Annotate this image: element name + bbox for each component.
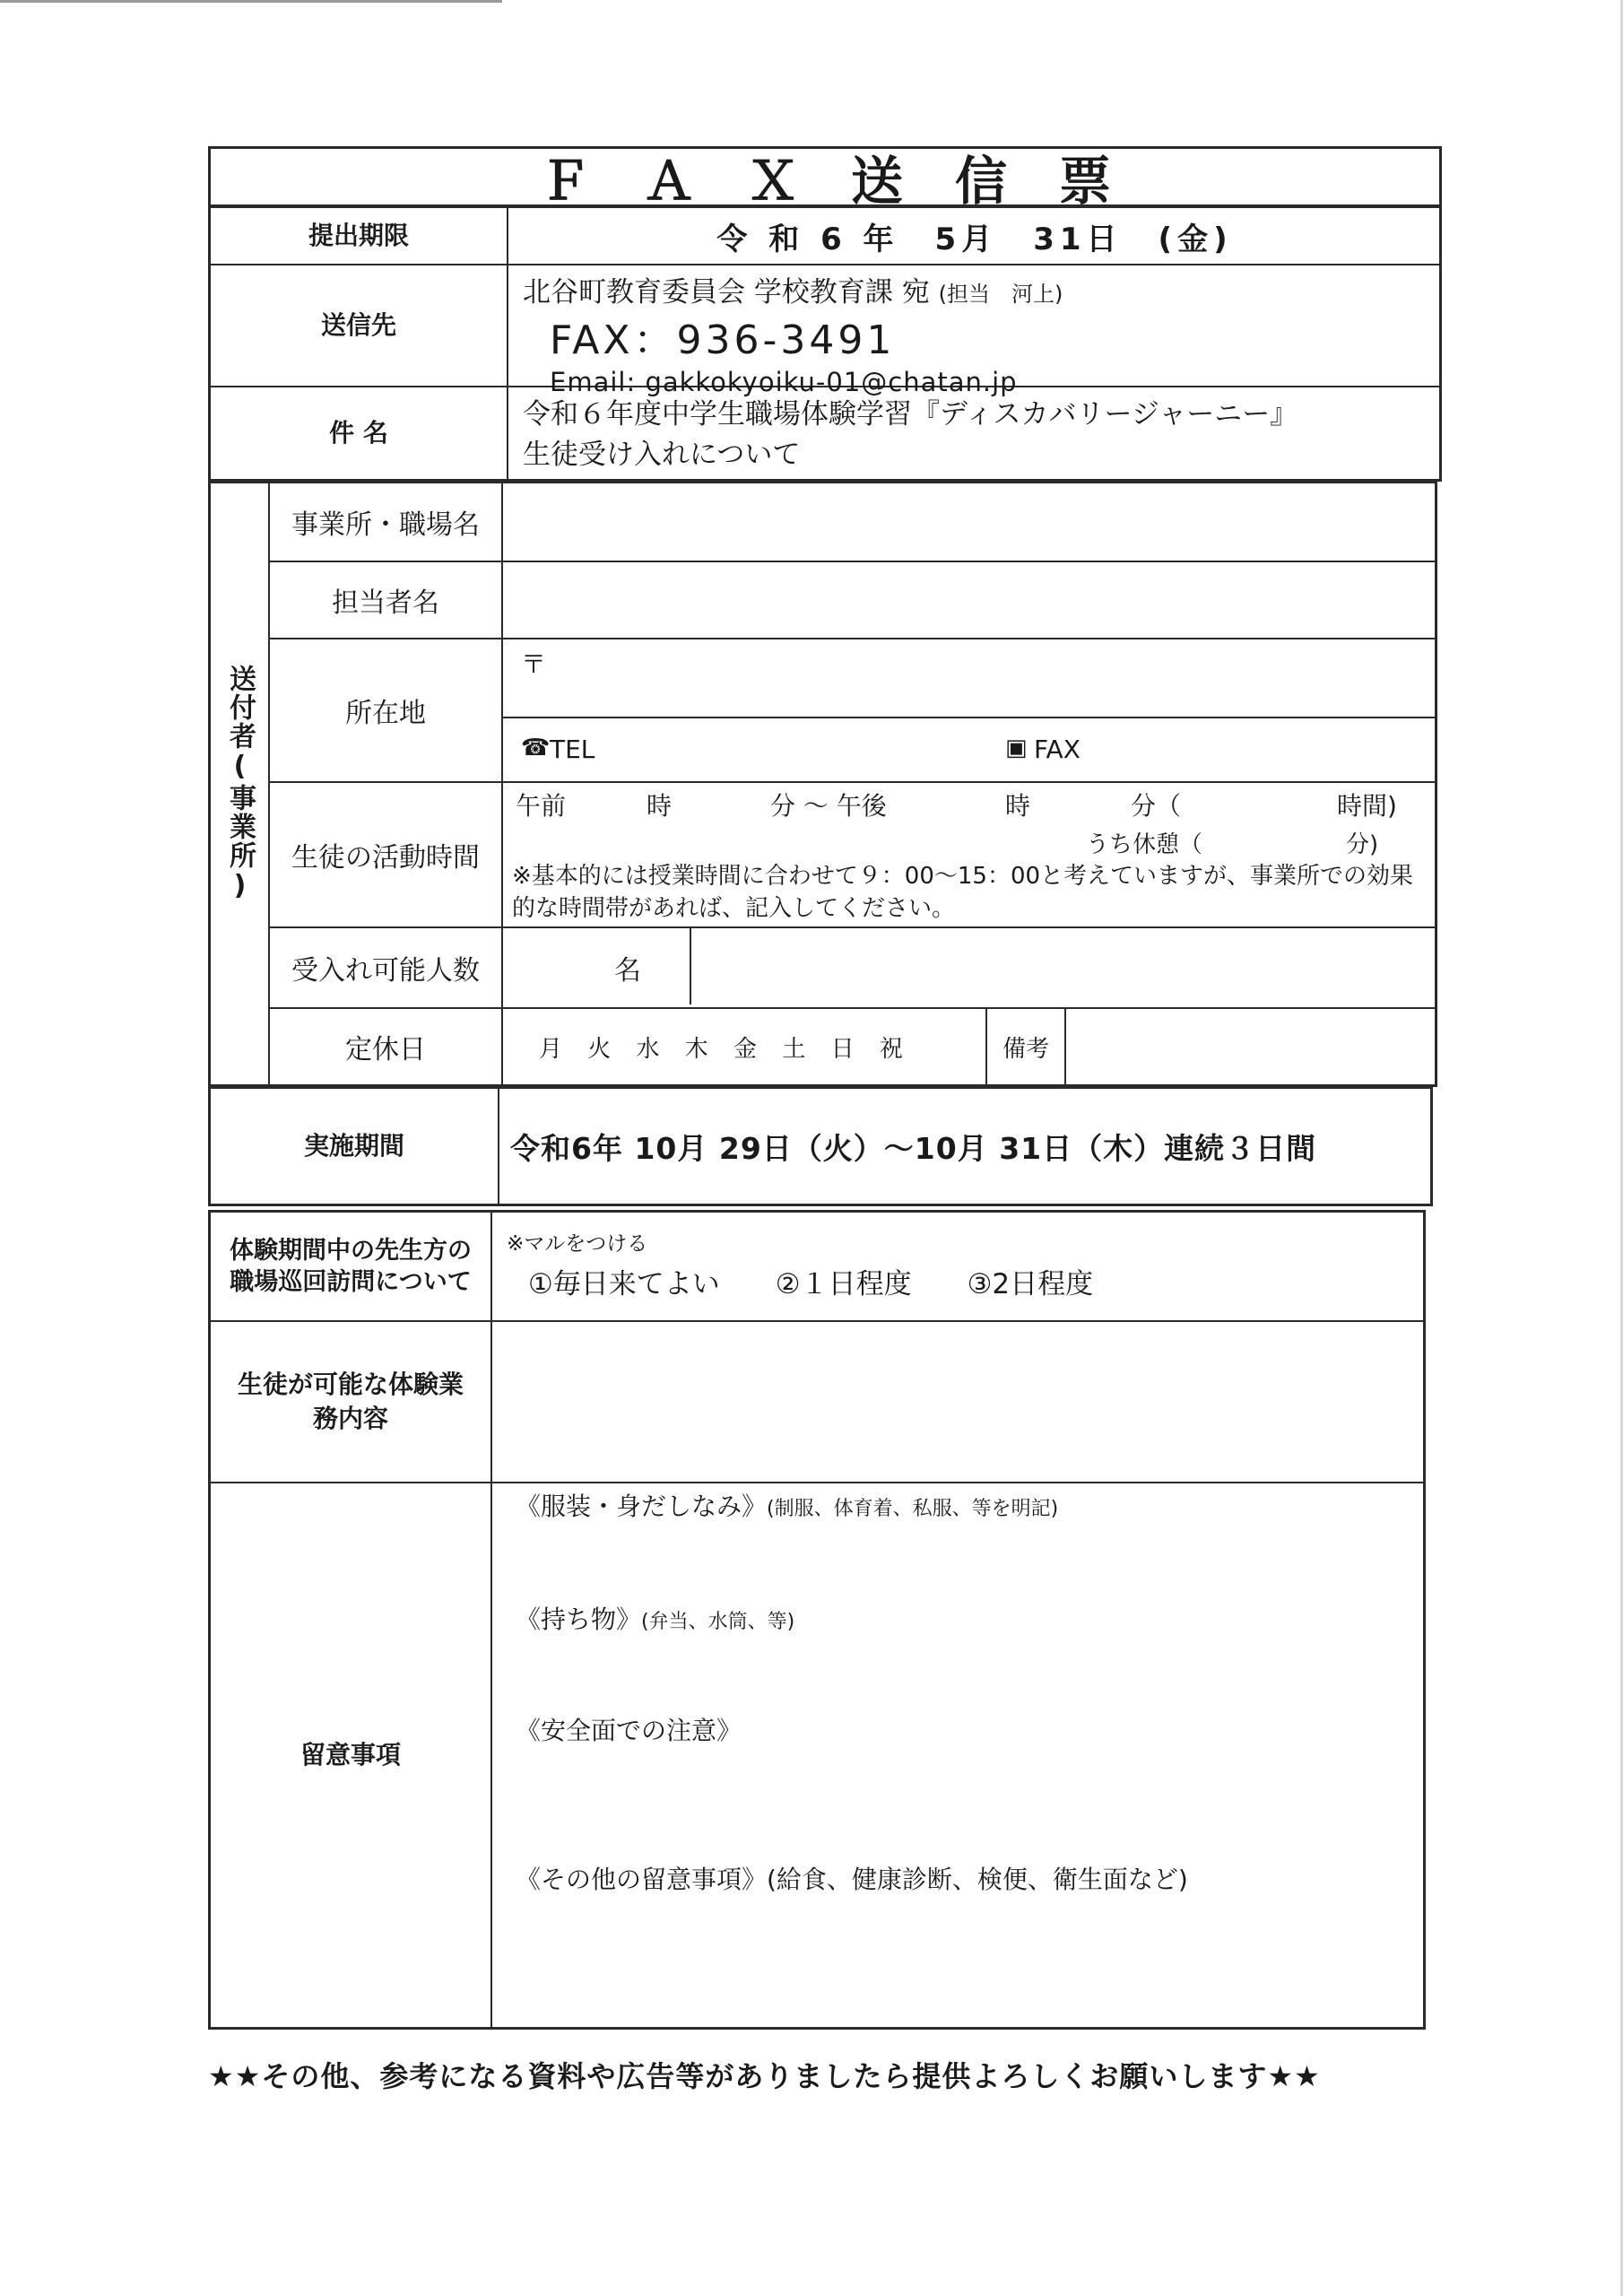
notes-item-belongings: 《持ち物》(弁当、水筒、等) <box>516 1605 795 1634</box>
visit-note: ※マルをつける <box>507 1232 648 1256</box>
period-block <box>208 1086 1433 1206</box>
form-title: ＦＡＸ送信票 <box>538 151 1163 212</box>
scan-edge-top <box>0 0 502 3</box>
fax-label: FAX <box>1034 735 1081 764</box>
header-block <box>208 205 1442 482</box>
notes-item-dress: 《服装・身だしなみ》(制服、体育着、私服、等を明記) <box>516 1492 1059 1521</box>
hours-pm-min: 分（ <box>1131 791 1182 821</box>
remarks-label: 備考 <box>1002 1035 1049 1063</box>
hours-am: 午前 <box>516 791 567 821</box>
capacity-label: 受入れ可能人数 <box>291 955 480 987</box>
activity-hours-label: 生徒の活動時間 <box>291 842 480 874</box>
phone-fax-field[interactable] <box>503 718 1436 781</box>
period-label: 実施期間 <box>303 1131 404 1161</box>
hours-am-hour: 時 <box>647 791 673 821</box>
address-label: 所在地 <box>345 698 426 729</box>
holiday-days[interactable]: 月 火 水 木 金 土 日 祝 <box>539 1035 912 1063</box>
subject-label: 件 名 <box>329 418 388 448</box>
sender-block <box>208 481 1437 1087</box>
sender-group-label: 送付者(事業所) <box>224 665 256 903</box>
hours-break: うち休憩（ <box>1086 831 1203 858</box>
lower-block <box>208 1210 1426 2030</box>
capacity-remark-field[interactable] <box>691 928 1436 1007</box>
notes-item-safety: 《安全面での注意》 <box>516 1716 742 1745</box>
visit-options: ①毎日来てよい ②１日程度 ③2日程度 <box>528 1268 1094 1300</box>
period-value: 令和6年 10月 29日（火）～10月 31日（木）連続３日間 <box>510 1130 1317 1166</box>
recipient-email: Email: gakkokyoiku-01@chatan.jp <box>550 367 1018 397</box>
recipient-details <box>523 269 1437 397</box>
office-name-label: 事業所・職場名 <box>291 509 480 541</box>
office-name-field[interactable] <box>503 483 1436 561</box>
contact-name-label: 担当者名 <box>332 587 439 619</box>
recipient-name: 北谷町教育委員会 学校教育課 宛 <box>523 276 930 309</box>
title-row <box>208 146 1442 212</box>
recipient-fax: FAX：936-3491 <box>550 317 896 363</box>
hours-am-min-pm: 分 ～ 午後 <box>770 791 887 821</box>
hours-note: ※基本的には授業時間に合わせて９：00～15：00と考えていますが、事業所での効果的な時間帯があれば、記入してください。 <box>512 863 1414 923</box>
hours-pm-hour: 時 <box>1005 791 1031 821</box>
duties-field[interactable] <box>492 1322 1423 1482</box>
fax-icon: ▣ <box>1005 735 1028 761</box>
remarks-field[interactable] <box>1066 1009 1436 1084</box>
deadline-label: 提出期限 <box>308 221 409 251</box>
hours-total: 時間) <box>1337 791 1397 821</box>
activity-hours-field[interactable] <box>503 783 1436 926</box>
deadline-value: 令 和 6 年 5月 31日 (金) <box>716 221 1233 257</box>
visit-label: 体験期間中の先生方の職場巡回訪問について <box>230 1236 472 1296</box>
address-field[interactable] <box>503 639 1436 717</box>
contact-name-field[interactable] <box>503 562 1436 638</box>
tel-icon: ☎ <box>521 735 551 761</box>
duties-label: 生徒が可能な体験業務内容 <box>238 1370 464 1433</box>
subject-line2: 生徒受け入れについて <box>523 438 801 471</box>
postal-mark: 〒 <box>521 649 547 679</box>
notes-label: 留意事項 <box>299 1740 401 1770</box>
capacity-unit: 名 <box>614 955 641 987</box>
visit-field[interactable] <box>492 1213 1423 1320</box>
subject-line1: 令和６年度中学生職場体験学習『ディスカバリージャーニー』 <box>523 398 1298 430</box>
hours-break-min: 分) <box>1346 831 1379 858</box>
footer-note: ★★その他、参考になる資料や広告等がありましたら提供よろしくお願いします★★ <box>208 2059 1321 2093</box>
recipient-contact: (担当 河上) <box>938 282 1063 307</box>
recipient-label: 送信先 <box>320 310 396 341</box>
subject-value <box>523 395 1437 475</box>
notes-item-other: 《その他の留意事項》(給食、健康診断、検便、衛生面など) <box>516 1865 1188 1894</box>
holiday-label: 定休日 <box>345 1034 426 1065</box>
notes-field[interactable] <box>492 1483 1423 2027</box>
tel-label: TEL <box>550 735 595 764</box>
